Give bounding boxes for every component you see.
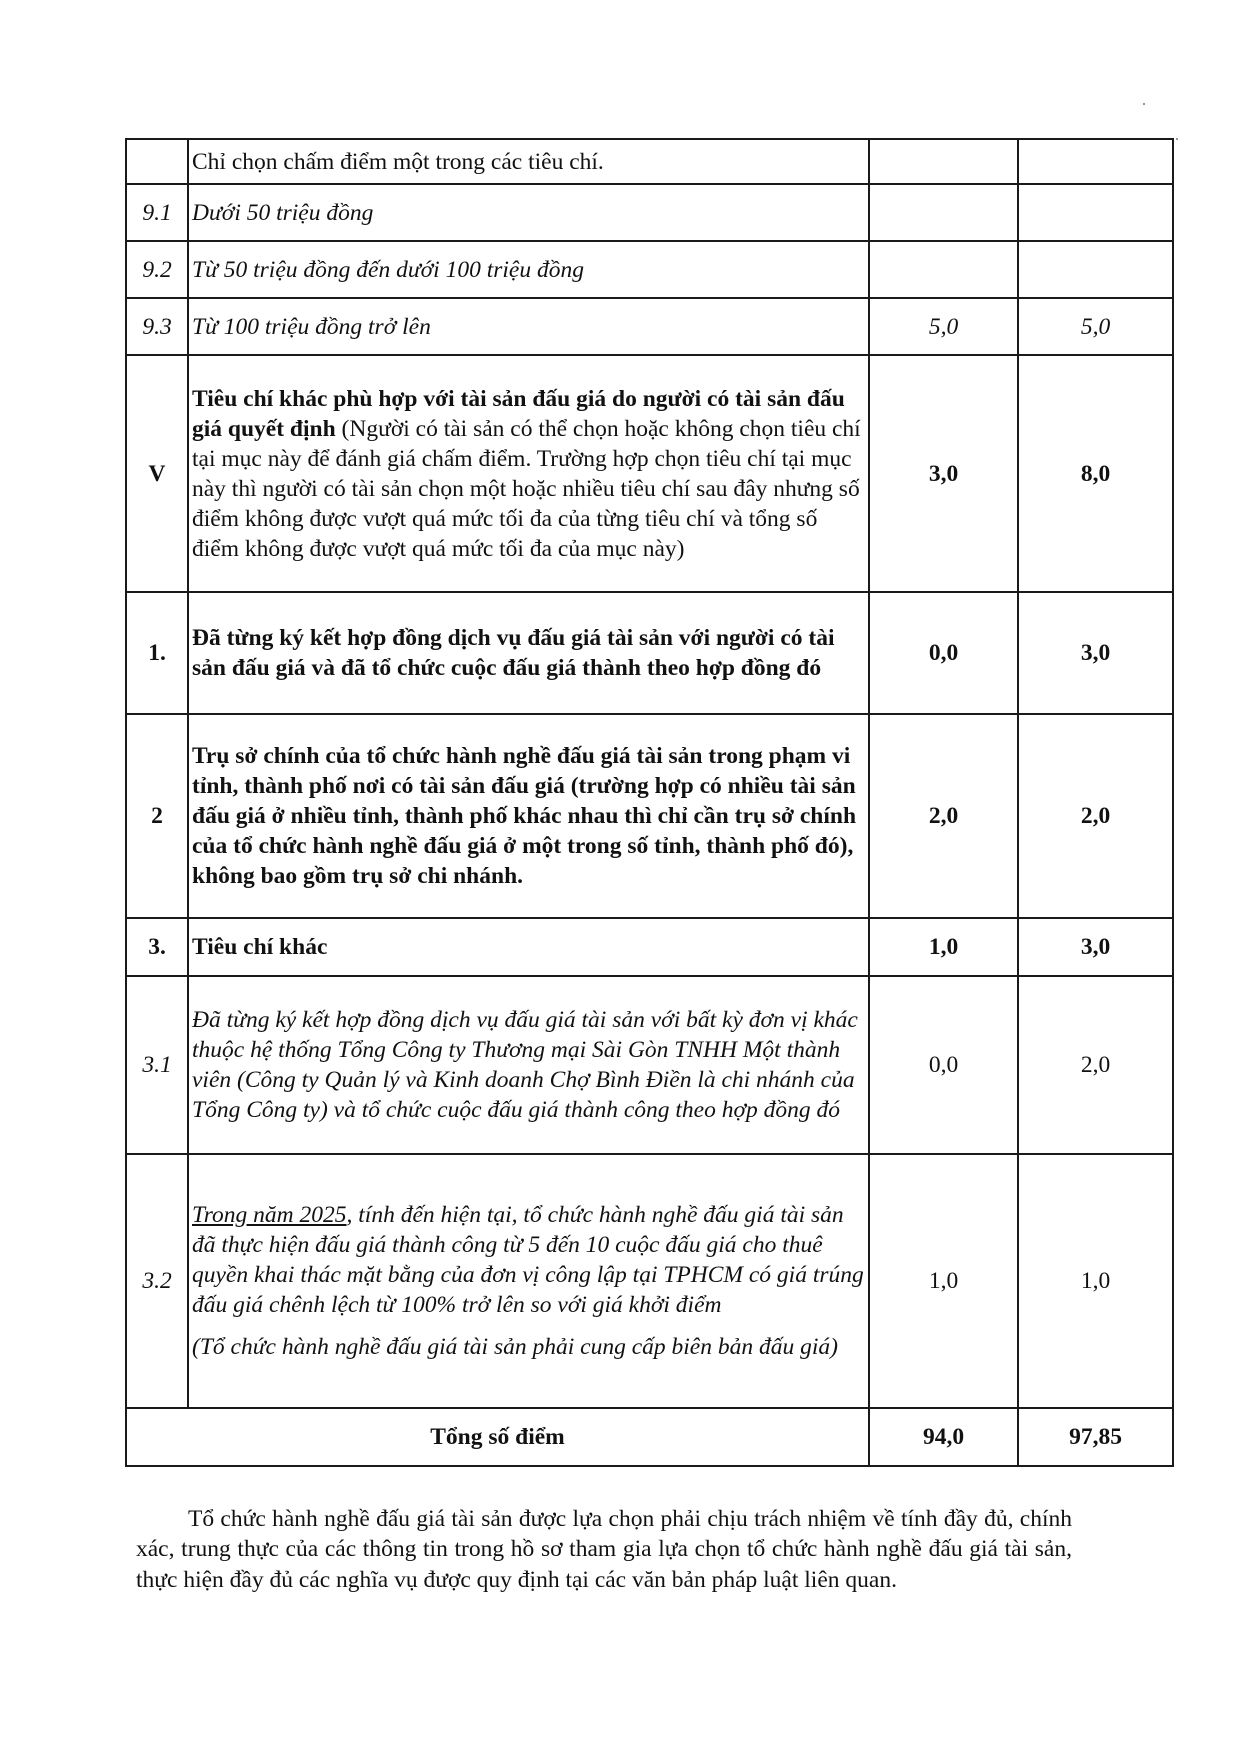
criterion-text xyxy=(188,1154,869,1408)
score-col-2 xyxy=(1018,139,1173,184)
table-row xyxy=(126,918,1173,976)
year-phrase: Trong năm 2025 xyxy=(192,1202,347,1228)
scan-speck xyxy=(1143,103,1145,105)
row-number: 9.3 xyxy=(126,298,188,355)
row-number: 1. xyxy=(126,592,188,714)
score-col-2 xyxy=(1018,184,1173,241)
score-col-2: 8,0 xyxy=(1018,355,1173,592)
score-col-1: 1,0 xyxy=(869,918,1018,976)
score-col-1: 2,0 xyxy=(869,714,1018,918)
table-row xyxy=(126,1154,1173,1408)
row-number: 3.2 xyxy=(126,1154,188,1408)
table-row xyxy=(126,184,1173,241)
criterion-heading: Tiêu chí khác phù hợp với tài sản đấu giá do người có tài sản đấu giá quyết định xyxy=(192,385,845,442)
closing-paragraph: Tổ chức hành nghề đấu giá tài sản được lựa chọn phải chịu trách nhiệm về tính đầy đủ, chính xác, trung thực của các thông tin trong hồ sơ tham gia lựa chọn tổ chức hành nghề đấu giá tài sản, thực hiện đầy đủ các nghĩa vụ được quy định tại các văn bản pháp luật liên quan. xyxy=(136,1505,1072,1593)
table-row xyxy=(126,355,1173,592)
criterion-text: Tiêu chí khác xyxy=(188,918,869,976)
total-label: Tổng số điểm xyxy=(126,1408,869,1466)
criterion-note: (Tổ chức hành nghề đấu giá tài sản phải cung cấp biên bản đấu giá) xyxy=(192,1334,838,1360)
table-row xyxy=(126,298,1173,355)
criterion-text: Chỉ chọn chấm điểm một trong các tiêu chí. xyxy=(188,139,869,184)
score-col-1: 0,0 xyxy=(869,592,1018,714)
score-col-1: 5,0 xyxy=(869,298,1018,355)
score-col-1 xyxy=(869,241,1018,298)
row-number: 3.1 xyxy=(126,976,188,1154)
score-col-1: 3,0 xyxy=(869,355,1018,592)
criterion-description: (Người có tài sản có thể chọn hoặc không chọn tiêu chí tại mục này để đánh giá chấm điểm. Trường hợp chọn tiêu chí tại mục này thì người có tài sản chọn một hoặc nhiều tiêu chí sau đây nhưng số điểm không được vượt quá mức tối đa của từng tiêu chí và tổng số điểm không được vượt quá mức tối đa của mục này) xyxy=(192,415,861,562)
criterion-text: Đã từng ký kết hợp đồng dịch vụ đấu giá tài sản với bất kỳ đơn vị khác thuộc hệ thống Tổng Công ty Thương mại Sài Gòn TNHH Một thành viên (Công ty Quản lý và Kinh doanh Chợ Bình Điền là chi nhánh của Tổng Công ty) và tổ chức cuộc đấu giá thành công theo hợp đồng đó xyxy=(188,976,869,1154)
criterion-description: , tính đến hiện tại, tổ chức hành nghề đấu giá tài sản đã thực hiện đấu giá thành công từ 5 đến 10 cuộc đấu giá cho thuê quyền khai thác mặt bằng của đơn vị công lập tại TPHCM có giá trúng đấu giá chênh lệch từ 100% trở lên so với giá khởi điểm xyxy=(192,1202,864,1318)
row-number: 9.2 xyxy=(126,241,188,298)
score-col-1 xyxy=(869,184,1018,241)
criterion-text: Dưới 50 triệu đồng xyxy=(188,184,869,241)
score-col-2: 5,0 xyxy=(1018,298,1173,355)
score-col-2: 3,0 xyxy=(1018,918,1173,976)
table-row xyxy=(126,241,1173,298)
table-row xyxy=(126,714,1173,918)
table-row xyxy=(126,976,1173,1154)
score-col-1: 0,0 xyxy=(869,976,1018,1154)
row-number: 3. xyxy=(126,918,188,976)
scan-speck xyxy=(1176,138,1178,140)
score-col-2: 2,0 xyxy=(1018,976,1173,1154)
score-col-2 xyxy=(1018,241,1173,298)
score-col-1 xyxy=(869,139,1018,184)
total-score-col-1: 94,0 xyxy=(869,1408,1018,1466)
score-col-2: 1,0 xyxy=(1018,1154,1173,1408)
criterion-text: Trụ sở chính của tổ chức hành nghề đấu giá tài sản trong phạm vi tỉnh, thành phố nơi có tài sản đấu giá (trường hợp có nhiều tài sản đấu giá ở nhiều tỉnh, thành phố khác nhau thì chỉ cần trụ sở chính của tổ chức hành nghề đấu giá ở một trong số tỉnh, thành phố đó), không bao gồm trụ sở chi nhánh. xyxy=(188,714,869,918)
criterion-text: Từ 50 triệu đồng đến dưới 100 triệu đồng xyxy=(188,241,869,298)
criterion-text: Đã từng ký kết hợp đồng dịch vụ đấu giá tài sản với người có tài sản đấu giá và đã tổ chức cuộc đấu giá thành theo hợp đồng đó xyxy=(188,592,869,714)
row-number: V xyxy=(126,355,188,592)
row-number xyxy=(126,139,188,184)
score-col-1: 1,0 xyxy=(869,1154,1018,1408)
row-number: 9.1 xyxy=(126,184,188,241)
table-row xyxy=(126,139,1173,184)
row-number: 2 xyxy=(126,714,188,918)
criterion-text: Từ 100 triệu đồng trở lên xyxy=(188,298,869,355)
total-score-col-2: 97,85 xyxy=(1018,1408,1173,1466)
total-row xyxy=(126,1408,1173,1466)
table-row xyxy=(126,592,1173,714)
score-col-2: 3,0 xyxy=(1018,592,1173,714)
score-col-2: 2,0 xyxy=(1018,714,1173,918)
criterion-text xyxy=(188,355,869,592)
scoring-table xyxy=(125,138,1174,1467)
